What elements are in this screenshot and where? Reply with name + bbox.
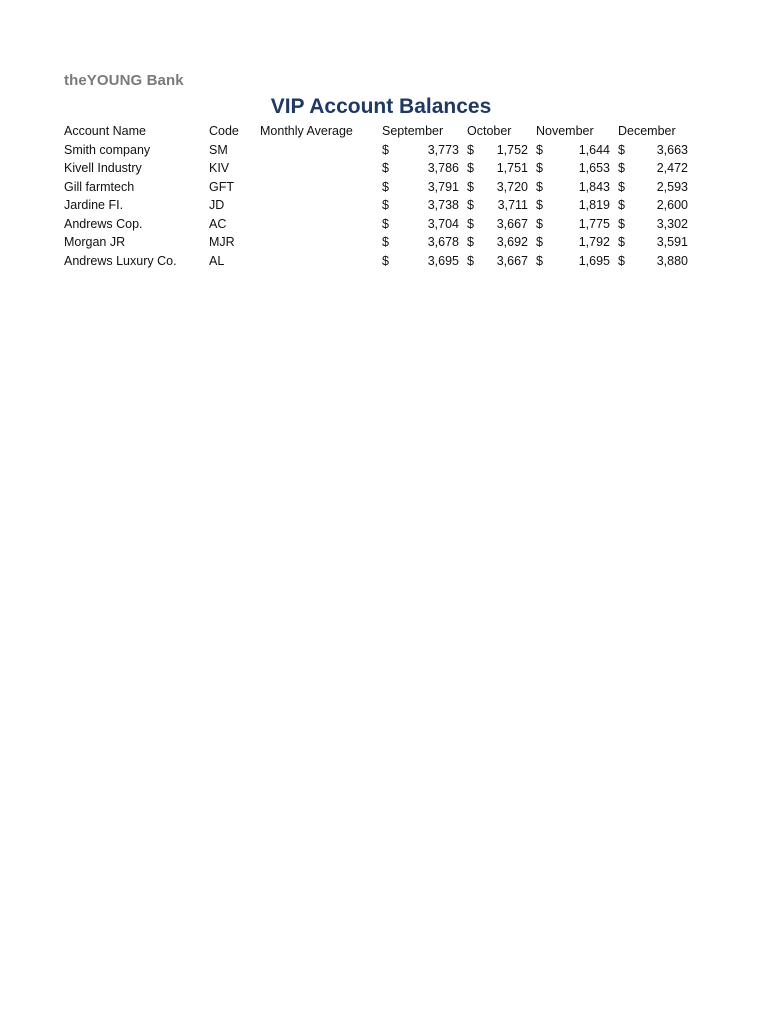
november-balance-cell bbox=[532, 141, 614, 160]
october-balance-cell bbox=[463, 178, 532, 197]
currency-symbol: $ bbox=[618, 142, 625, 157]
currency-symbol: $ bbox=[382, 216, 389, 231]
currency-symbol: $ bbox=[382, 142, 389, 157]
november-amount: 1,653 bbox=[578, 161, 610, 175]
currency-symbol: $ bbox=[536, 253, 543, 268]
december-amount: 2,600 bbox=[656, 198, 688, 212]
currency-symbol: $ bbox=[382, 235, 389, 249]
monthly-average-cell bbox=[256, 252, 378, 271]
currency-symbol: $ bbox=[536, 142, 543, 157]
december-amount: 3,302 bbox=[656, 216, 688, 231]
december-amount: 2,472 bbox=[656, 161, 688, 175]
account-code-cell: AL bbox=[209, 253, 225, 268]
december-amount: 2,593 bbox=[656, 179, 688, 194]
september-amount: 3,786 bbox=[427, 161, 459, 175]
october-amount: 3,667 bbox=[496, 216, 528, 231]
october-balance-cell bbox=[463, 141, 532, 160]
december-balance-cell bbox=[614, 196, 692, 215]
october-balance-cell bbox=[463, 252, 532, 271]
september-amount: 3,695 bbox=[427, 253, 459, 268]
november-balance-cell bbox=[532, 215, 614, 234]
column-header-september: September bbox=[382, 124, 444, 138]
october-amount: 3,711 bbox=[497, 198, 528, 212]
december-balance-cell bbox=[614, 178, 692, 197]
account-code-cell: MJR bbox=[209, 235, 235, 249]
account-name-cell: Morgan JR bbox=[64, 235, 126, 249]
october-amount: 1,751 bbox=[496, 161, 528, 175]
september-balance-cell bbox=[378, 233, 463, 252]
table-row bbox=[60, 196, 692, 215]
currency-symbol: $ bbox=[467, 179, 474, 194]
account-code-cell: KIV bbox=[209, 161, 230, 175]
october-amount: 3,667 bbox=[496, 253, 528, 268]
column-header-october: October bbox=[467, 124, 512, 138]
december-balance-cell bbox=[614, 141, 692, 160]
account-name-cell: Jardine FI. bbox=[64, 198, 124, 212]
table-row bbox=[60, 215, 692, 234]
currency-symbol: $ bbox=[618, 161, 625, 175]
november-amount: 1,775 bbox=[578, 216, 610, 231]
november-amount: 1,792 bbox=[578, 235, 610, 249]
december-balance-cell bbox=[614, 215, 692, 234]
column-header-code: Code bbox=[209, 124, 239, 138]
account-code-cell: SM bbox=[209, 142, 228, 157]
account-name-cell: Kivell Industry bbox=[64, 161, 142, 175]
currency-symbol: $ bbox=[467, 216, 474, 231]
november-amount: 1,843 bbox=[578, 179, 610, 194]
currency-symbol: $ bbox=[382, 253, 389, 268]
account-code-cell: GFT bbox=[209, 179, 234, 194]
monthly-average-cell bbox=[256, 159, 378, 178]
currency-symbol: $ bbox=[382, 161, 389, 175]
table-row bbox=[60, 178, 692, 197]
december-amount: 3,663 bbox=[656, 142, 688, 157]
monthly-average-cell bbox=[256, 233, 378, 252]
september-balance-cell bbox=[378, 159, 463, 178]
currency-symbol: $ bbox=[536, 235, 543, 249]
november-amount: 1,695 bbox=[578, 253, 610, 268]
currency-symbol: $ bbox=[536, 161, 543, 175]
monthly-average-cell bbox=[256, 196, 378, 215]
account-name-cell: Smith company bbox=[64, 142, 151, 157]
october-balance-cell bbox=[463, 233, 532, 252]
november-amount: 1,819 bbox=[578, 198, 610, 212]
september-amount: 3,678 bbox=[427, 235, 459, 249]
september-amount: 3,704 bbox=[427, 216, 459, 231]
column-header-account-name: Account Name bbox=[64, 124, 146, 138]
monthly-average-cell bbox=[256, 141, 378, 160]
september-balance-cell bbox=[378, 196, 463, 215]
monthly-average-cell bbox=[256, 178, 378, 197]
table-row bbox=[60, 159, 692, 178]
table-body bbox=[60, 141, 692, 271]
october-amount: 3,720 bbox=[496, 179, 528, 194]
currency-symbol: $ bbox=[467, 142, 474, 157]
currency-symbol: $ bbox=[467, 235, 474, 249]
november-balance-cell bbox=[532, 196, 614, 215]
currency-symbol: $ bbox=[536, 198, 543, 212]
column-header-november: November bbox=[536, 124, 594, 138]
account-code-cell: AC bbox=[209, 216, 227, 231]
table-row bbox=[60, 141, 692, 160]
currency-symbol: $ bbox=[536, 179, 543, 194]
currency-symbol: $ bbox=[467, 161, 474, 175]
september-amount: 3,791 bbox=[427, 179, 459, 194]
currency-symbol: $ bbox=[618, 198, 625, 212]
december-amount: 3,591 bbox=[656, 235, 688, 249]
currency-symbol: $ bbox=[467, 253, 474, 268]
october-amount: 1,752 bbox=[496, 142, 528, 157]
table-header-row bbox=[60, 122, 692, 141]
november-amount: 1,644 bbox=[578, 142, 610, 157]
october-amount: 3,692 bbox=[496, 235, 528, 249]
monthly-average-cell bbox=[256, 215, 378, 234]
currency-symbol: $ bbox=[618, 253, 625, 268]
account-name-cell: Gill farmtech bbox=[64, 179, 135, 194]
vip-balances-table bbox=[60, 122, 692, 270]
currency-symbol: $ bbox=[618, 179, 625, 194]
table-row bbox=[60, 252, 692, 271]
december-balance-cell bbox=[614, 252, 692, 271]
currency-symbol: $ bbox=[467, 198, 474, 212]
december-balance-cell bbox=[614, 233, 692, 252]
bank-name: theYOUNG Bank bbox=[64, 72, 184, 89]
currency-symbol: $ bbox=[382, 179, 389, 194]
currency-symbol: $ bbox=[618, 216, 625, 231]
account-name-cell: Andrews Cop. bbox=[64, 216, 143, 231]
september-balance-cell bbox=[378, 141, 463, 160]
november-balance-cell bbox=[532, 233, 614, 252]
october-balance-cell bbox=[463, 159, 532, 178]
currency-symbol: $ bbox=[382, 198, 389, 212]
currency-symbol: $ bbox=[618, 235, 625, 249]
column-header-monthly-average: Monthly Average bbox=[260, 124, 353, 138]
november-balance-cell bbox=[532, 159, 614, 178]
october-balance-cell bbox=[463, 196, 532, 215]
september-amount: 3,738 bbox=[427, 198, 459, 212]
september-balance-cell bbox=[378, 178, 463, 197]
table-row bbox=[60, 233, 692, 252]
november-balance-cell bbox=[532, 178, 614, 197]
column-header-december: December bbox=[618, 124, 676, 138]
currency-symbol: $ bbox=[536, 216, 543, 231]
november-balance-cell bbox=[532, 252, 614, 271]
account-code-cell: JD bbox=[209, 198, 225, 212]
september-amount: 3,773 bbox=[427, 142, 459, 157]
account-name-cell: Andrews Luxury Co. bbox=[64, 253, 177, 268]
october-balance-cell bbox=[463, 215, 532, 234]
september-balance-cell bbox=[378, 252, 463, 271]
sheet-title: VIP Account Balances bbox=[270, 95, 492, 118]
december-amount: 3,880 bbox=[656, 253, 688, 268]
december-balance-cell bbox=[614, 159, 692, 178]
september-balance-cell bbox=[378, 215, 463, 234]
